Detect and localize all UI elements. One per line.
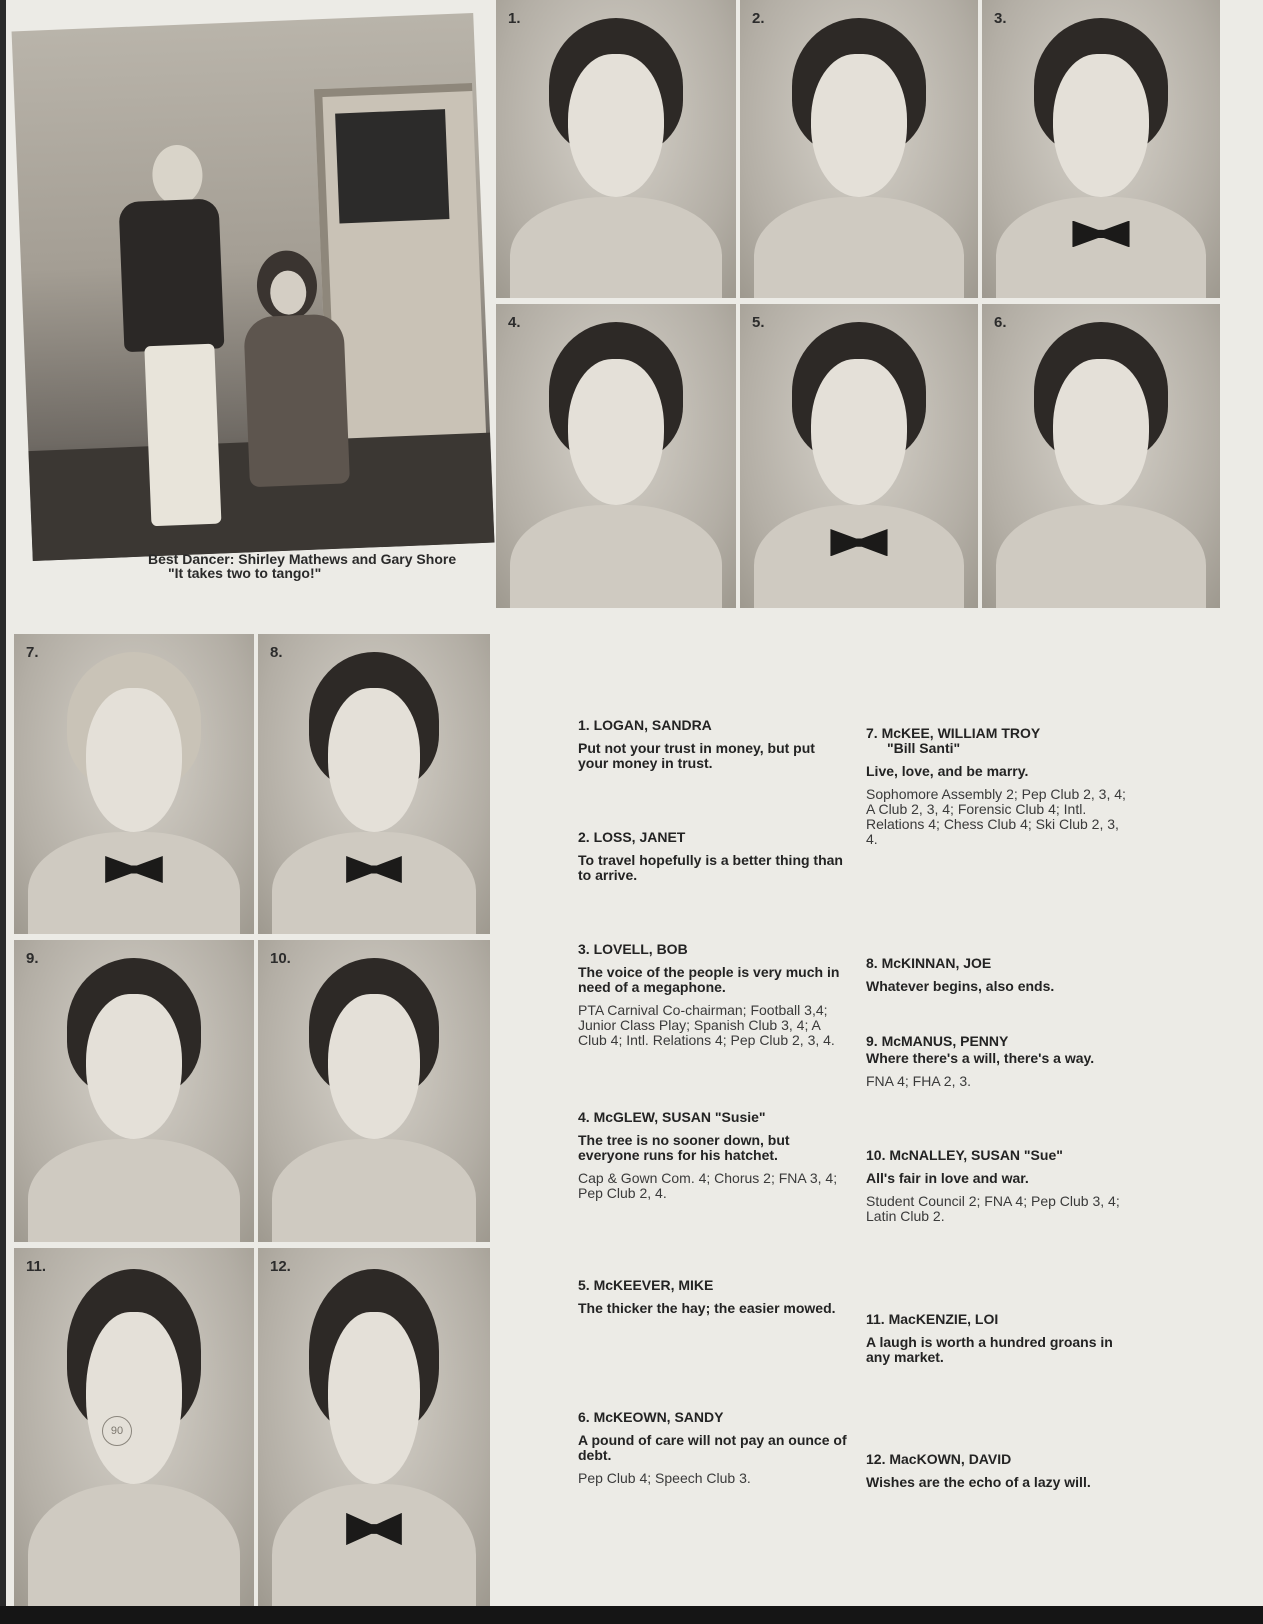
photo-dancer-female bbox=[231, 248, 361, 513]
senior-name: 2. LOSS, JANET bbox=[578, 829, 686, 845]
portrait-12 bbox=[258, 1248, 490, 1606]
senior-name: 4. McGLEW, SUSAN "Susie" bbox=[578, 1109, 766, 1125]
senior-entry bbox=[578, 1278, 848, 1324]
portrait-1 bbox=[496, 0, 736, 298]
senior-entry bbox=[866, 1312, 1128, 1373]
senior-name: 11. MacKENZIE, LOI bbox=[866, 1311, 999, 1327]
senior-motto: Live, love, and be marry. bbox=[866, 763, 1029, 779]
senior-entry bbox=[866, 956, 1128, 1002]
senior-motto: A laugh is worth a hundred groans in any market. bbox=[866, 1334, 1113, 1365]
portrait-4 bbox=[496, 304, 736, 608]
senior-entry bbox=[866, 726, 1128, 847]
portrait-number: 6. bbox=[994, 314, 1007, 331]
senior-name: 9. McMANUS, PENNY bbox=[866, 1033, 1009, 1049]
portrait-6 bbox=[982, 304, 1220, 608]
senior-motto: A pound of care will not pay an ounce of debt. bbox=[578, 1432, 847, 1463]
senior-name: 10. McNALLEY, SUSAN "Sue" bbox=[866, 1147, 1063, 1163]
senior-activities: Cap & Gown Com. 4; Chorus 2; FNA 3, 4; Pep Club 2, 4. bbox=[578, 1170, 838, 1201]
portrait-9 bbox=[14, 940, 254, 1242]
senior-name: 1. LOGAN, SANDRA bbox=[578, 717, 712, 733]
portrait-number: 2. bbox=[752, 10, 765, 27]
senior-activities: FNA 4; FHA 2, 3. bbox=[866, 1073, 972, 1089]
senior-motto: Where there's a will, there's a way. bbox=[866, 1050, 1095, 1066]
photo-dancer-male bbox=[96, 143, 241, 528]
senior-name: 8. McKINNAN, JOE bbox=[866, 955, 992, 971]
senior-entry bbox=[578, 1110, 848, 1201]
caption-quote: "It takes two to tango!" bbox=[168, 565, 322, 581]
scan-left-edge bbox=[0, 0, 6, 1624]
caption-text: Best Dancer: Shirley Mathews and Gary Shore bbox=[148, 551, 457, 567]
portrait-number: 11. bbox=[26, 1258, 47, 1275]
portrait-10 bbox=[258, 940, 490, 1242]
senior-entry bbox=[578, 718, 848, 779]
senior-name: 5. McKEEVER, MIKE bbox=[578, 1277, 714, 1293]
senior-motto: The thicker the hay; the easier mowed. bbox=[578, 1300, 836, 1316]
portrait-11 bbox=[14, 1248, 254, 1606]
best-dancer-photo bbox=[12, 13, 495, 561]
senior-name: 12. MacKOWN, DAVID bbox=[866, 1451, 1012, 1467]
portrait-number: 7. bbox=[26, 644, 39, 661]
senior-motto: The tree is no sooner down, but everyone runs for his hatchet. bbox=[578, 1132, 790, 1163]
senior-entry bbox=[578, 1410, 848, 1486]
senior-name: 6. McKEOWN, SANDY bbox=[578, 1409, 724, 1425]
senior-motto: The voice of the people is very much in need of a megaphone. bbox=[578, 964, 840, 995]
senior-motto: All's fair in love and war. bbox=[866, 1170, 1029, 1186]
portrait-number: 5. bbox=[752, 314, 765, 331]
portrait-number: 9. bbox=[26, 950, 39, 967]
scan-bottom-edge bbox=[0, 1606, 1263, 1624]
portrait-number: 12. bbox=[270, 1258, 291, 1275]
senior-entry bbox=[866, 1452, 1128, 1498]
portrait-number: 1. bbox=[508, 10, 521, 27]
portrait-2 bbox=[740, 0, 978, 298]
portrait-number: 3. bbox=[994, 10, 1007, 27]
senior-motto: Put not your trust in money, but put your money in trust. bbox=[578, 740, 815, 771]
senior-activities: Pep Club 4; Speech Club 3. bbox=[578, 1470, 751, 1486]
photo-caption bbox=[148, 552, 468, 580]
senior-name: 3. LOVELL, BOB bbox=[578, 941, 688, 957]
portrait-7 bbox=[14, 634, 254, 934]
page-number: 90 bbox=[102, 1416, 132, 1446]
senior-entry bbox=[866, 1148, 1128, 1224]
senior-name: 7. McKEE, WILLIAM TROY bbox=[866, 725, 1041, 741]
senior-motto: Wishes are the echo of a lazy will. bbox=[866, 1474, 1091, 1490]
portrait-number: 4. bbox=[508, 314, 521, 331]
senior-activities: PTA Carnival Co-chairman; Football 3,4; Junior Class Play; Spanish Club 3, 4; A Club 4; Intl. Relations 4; Pep Club 2, 3, 4. bbox=[578, 1002, 835, 1048]
senior-activities: Sophomore Assembly 2; Pep Club 2, 3, 4; A Club 2, 3, 4; Forensic Club 4; Intl. Relations 4; Chess Club 4; Ski Club 2, 3, 4. bbox=[866, 786, 1126, 847]
senior-activities: Student Council 2; FNA 4; Pep Club 3, 4; Latin Club 2. bbox=[866, 1193, 1120, 1224]
photo-window bbox=[335, 109, 449, 223]
senior-entry bbox=[866, 1034, 1128, 1089]
portrait-number: 8. bbox=[270, 644, 283, 661]
portrait-5 bbox=[740, 304, 978, 608]
senior-nickname: "Bill Santi" bbox=[887, 740, 961, 756]
senior-entry bbox=[578, 942, 848, 1048]
portrait-8 bbox=[258, 634, 490, 934]
senior-motto: Whatever begins, also ends. bbox=[866, 978, 1055, 994]
senior-motto: To travel hopefully is a better thing than to arrive. bbox=[578, 852, 843, 883]
portrait-number: 10. bbox=[270, 950, 291, 967]
portrait-3 bbox=[982, 0, 1220, 298]
senior-entry bbox=[578, 830, 848, 891]
